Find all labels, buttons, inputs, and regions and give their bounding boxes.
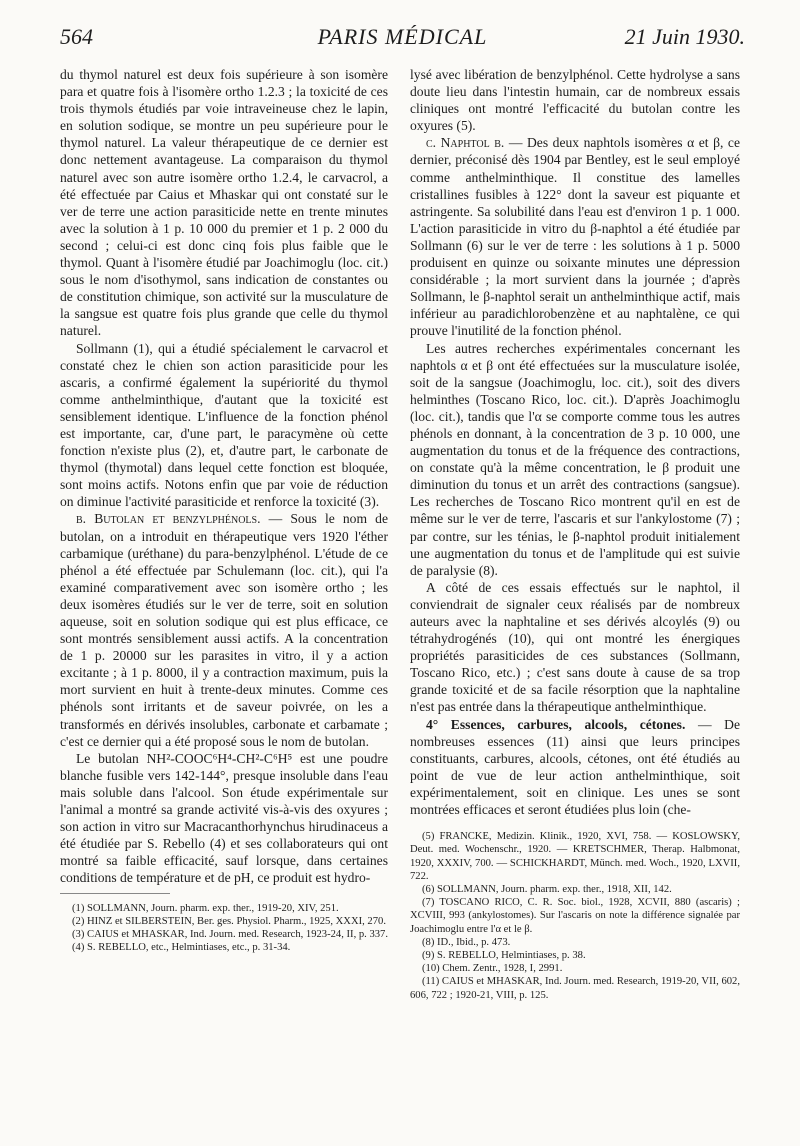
paragraph-text: — De nombreuses essences (11) ainsi que leurs principes constituants, carbures, alcools, cétones, ont été étudiés au point de vue de leur action anthelminthique, soit expérimentalement, soit en clinique. Les unes se sont montrées efficaces et seront étudiées plus loin (che- [410,716,740,818]
section-heading: b. Butolan et benzylphénols. [76,511,261,527]
footnote: (8) ID., Ibid., p. 473. [422,936,511,948]
footnotes [410,830,740,1002]
paragraph: Les autres recherches expérimentales concernant les naphtols α et β ont été effectuées sur la musculature isolée, soit de la sangsue (Joachimoglu, loc. cit.), soit des divers helminthes (Toscano Rico, loc. cit.). D'après Joachimoglu (loc. cit.), tandis que l'α se comporte comme tous les autres phénols en donnant, à la concentration de 3 p. 10 000, une augmentation du tonus et de la fréquence des contractions, on constate qu'à la même concentration, le β produit une diminution du tonus et un arrêt des contractions (sangsue). Les recherches de Toscano Rico montrent qu'il en est de même sur le ver de terre, l'ascaris et sur l'ankylostome (7) ; par contre, sur les ténias, le β-naphtol produit initialement une augmentation du tonus et de l'amplitude qui est suivie de paralysie (8). [410,340,740,578]
journal-title: PARIS MÉDICAL [317,24,488,49]
footnote: (7) TOSCANO RICO, C. R. Soc. biol., 1928, XCVII, 880 (ascaris) ; XCVIII, 993 (ankylostomes). Sur l'ascaris on note la différence signalée par Joachimoglu entre l'α et le β. [410,897,740,935]
footnote: (1) SOLLMANN, Journ. pharm. exp. ther., 1919-20, XIV, 251. [72,902,339,914]
issue-date: 21 Juin 1930. [624,24,745,49]
paragraph [410,134,740,339]
footnote: (2) HINZ et SILBERSTEIN, Ber. ges. Physiol. Pharm., 1925, XXXI, 270. [72,915,386,927]
footnote: (10) Chem. Zentr., 1928, I, 2991. [422,963,563,975]
section-heading: 4° Essences, carbures, alcools, cétones. [426,716,686,732]
footnote: (3) CAIUS et MHASKAR, Ind. Journ. med. Research, 1923-24, II, p. 337. [72,928,389,940]
paragraph [60,510,388,749]
footnotes [60,902,388,955]
paragraph: A côté de ces essais effectués sur le naphtol, il conviendrait de signaler ceux réalisés par de nombreux auteurs avec la naphtaline et ses dérivés alcoylés (9) ou tétrahydrogénés (10), qui ont montré les énergiques propriétés parasiticides de ces substances (Sollmann, Toscano Rico, etc.) ; c'est sans doute à cause de sa trop grande toxicité et de sa facile résorption que la naphtaline n'est pas entrée dans la thérapeutique anthelminthique. [410,579,740,715]
page-header [60,16,745,56]
paragraph: Sollmann (1), qui a étudié spécialement le carvacrol et constaté chez le chien son action parasiticide pour les ascaris, a confirmé également la supériorité du thymol comme anthelminthique, d'autant que la toxicité est sensiblement identique. L'influence de la fonction phénol est importante, car, d'une part, le paracymène où cette fonction n'existe plus (2), et, d'autre part, le carbonate de thymol (thymotal) dans lequel cette fonction est bloquée, sont moins actifs. Notons enfin que par voie de réduction on diminue l'activité parasiticide et renforce la toxicité (3). [60,340,388,510]
footnote: (11) CAIUS et MHASKAR, Ind. Journ. med. Research, 1919-20, VII, 602, 606, 722 ; 1920-21, VIII, p. 125. [410,976,740,1001]
page-number: 564 [60,24,93,49]
footnote-rule [60,893,170,894]
footnote: (4) S. REBELLO, etc., Helmintiases, etc., p. 31-34. [72,942,291,954]
paragraph-text: — Sous le nom de butolan, on a introduit en thérapeutique vers 1920 l'éther carbamique (uréthane) du para-benzylphénol. L'étude de ce phénol a été effectuée par Schulemann (loc. cit.), qui l'a examiné comparativement avec son isomère ortho ; les deux isomères étudiés sur le ver de terre, soit en solution aqueuse, soit en solution sodique qui est plus efficace, ce sont montrés sensiblement aussi actifs. A la concentration de 1 p. 20000 sur les parasites in vitro, il y a action excitante ; à 1 p. 8000, il y a contraction maximum, puis la mort survient en huit à trente-deux minutes. Comme ces phénols sont irritants et de saveur poivrée, on les a transformés en dérivés insolubles, carbonate et carbamate ; c'est ce dernier qui a été proposé sous le nom de butolan. [60,511,389,749]
paragraph: lysé avec libération de benzylphénol. Cette hydrolyse a sans doute lieu dans l'intestin humain, car de nombreux essais cliniques ont montré l'efficacité du butolan contre les oxyures (5). [410,67,740,134]
paragraph: du thymol naturel est deux fois supérieure à son isomère para et quatre fois à l'isomère ortho 1.2.3 ; la toxicité de ces trois thymols étudiés par voie intraveineuse chez le lapin, en solution sodique, se montre un peu supérieure pour le thymol naturel. La valeur thérapeutique de ce dernier est donc nettement avantageuse. La comparaison du thymol naturel avec son autre isomère ortho 1.2.4, le carvacrol, a été effectuée par Caius et Mhaskar qui ont constaté sur le ver de terre une action parasiticide nette en trente minutes avec la solution à 1 p. 10 000 du premier et 1 p. 2 000 du second ; celui-ci est donc cinq fois plus faible que le thymol. Quant à l'isomère étudié par Joachimoglu (loc. cit.) sous le nom d'isothymol, sans indication de constantes ou de constitution chimique, son activité sur la musculature de la sangsue est quatre fois plus grande que celle du thymol naturel. [60,67,388,339]
footnote: (6) SOLLMANN, Journ. pharm. exp. ther., 1918, XII, 142. [422,883,672,895]
footnote: (9) S. REBELLO, Helmintiases, p. 38. [422,949,586,961]
section-heading: c. Naphtol β. [426,135,505,151]
paragraph [410,716,740,819]
paragraph: Le butolan NH²-COOC⁶H⁴-CH²-C⁶H⁵ est une poudre blanche fusible vers 142-144°, presque insoluble dans l'eau mais soluble dans l'alcool. Son étude expérimentale sur l'animal a montré sa grande activité vis-à-vis des oxyures ; son action in vitro sur Macracanthorhynchus hirudinaceus a été étudiée par S. Rebello (4) et ses collaborateurs qui ont montré sa faible efficacité, sauf lorsque, dans certaines conditions de température et de pH, ce produit est hydro- [60,750,388,886]
right-column [410,66,740,1002]
footnote: (5) FRANCKE, Medizin. Klinik., 1920, XVI, 758. — KOSLOWSKY, Deut. med. Wochenschr., 1920. — KRETSCHMER, Therap. Halbmonat, 1920, XXXIV, 700. — SCHICKHARDT, Münch. med. Woch., 1920, LXVII, 722. [410,831,740,882]
paragraph-text: — Des deux naphtols isomères α et β, ce dernier, préconisé dès 1904 par Bentley, est le seul employé comme anthelminthique. Il constitue des lamelles cristallines fusibles à 122° dont la saveur est piquante et astringente. Sa solubilité dans l'eau est d'environ 1 p. 1 000. L'action parasiticide in vitro du β-naphtol a été étudiée par Sollmann (6) sur le ver de terre : les solutions à 1 p. 5000 produisent en quinze ou soixante minutes une dépression considérable ; la mort survient dans la journée ; d'après Sollmann, le β-naphtol serait un anthelminthique actif, mais inférieur au paradichlorobenzène et au naphtalène, ce qui prouve l'inutilité de la fonction phénol. [410,135,740,339]
left-column [60,66,388,954]
